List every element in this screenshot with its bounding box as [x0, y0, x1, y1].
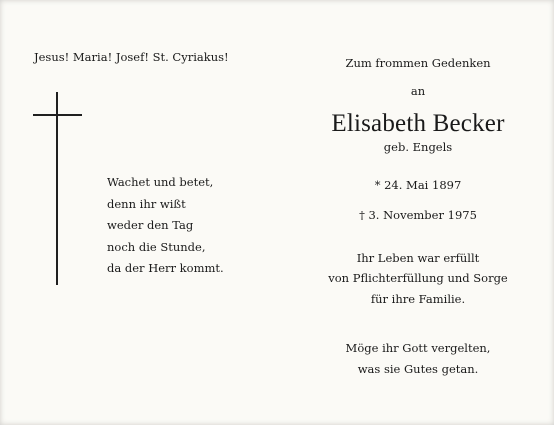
blessing-line: was sie Gutes getan. — [357, 362, 479, 376]
birth-name: geb. Engels — [383, 140, 453, 154]
deceased-name: Elisabeth Becker — [331, 110, 505, 137]
verse-line: denn ihr wißt — [107, 196, 186, 211]
verse-line: noch die Stunde, — [107, 239, 206, 254]
cross-vertical-beam — [56, 92, 58, 285]
remembrance-an: an — [410, 84, 426, 98]
invocation-header: Jesus! Maria! Josef! St. Cyriakus! — [34, 50, 229, 64]
death-date: † 3. November 1975 — [359, 208, 477, 222]
verse-line: Wachet und betet, — [107, 175, 214, 189]
blessing-line: Möge ihr Gott vergelten, — [345, 341, 491, 355]
remembrance-intro: Zum frommen Gedenken — [345, 56, 491, 70]
bible-verse — [107, 172, 224, 280]
cross-horizontal-beam — [33, 114, 82, 116]
verse-line: weder den Tag — [107, 218, 194, 232]
life-line: für ihre Familie. — [370, 292, 466, 306]
life-line: von Pflichterfüllung und Sorge — [328, 271, 508, 285]
life-line: Ihr Leben war erfüllt — [356, 251, 480, 265]
birth-date: * 24. Mai 1897 — [374, 178, 462, 192]
verse-line: da der Herr kommt. — [107, 261, 224, 275]
